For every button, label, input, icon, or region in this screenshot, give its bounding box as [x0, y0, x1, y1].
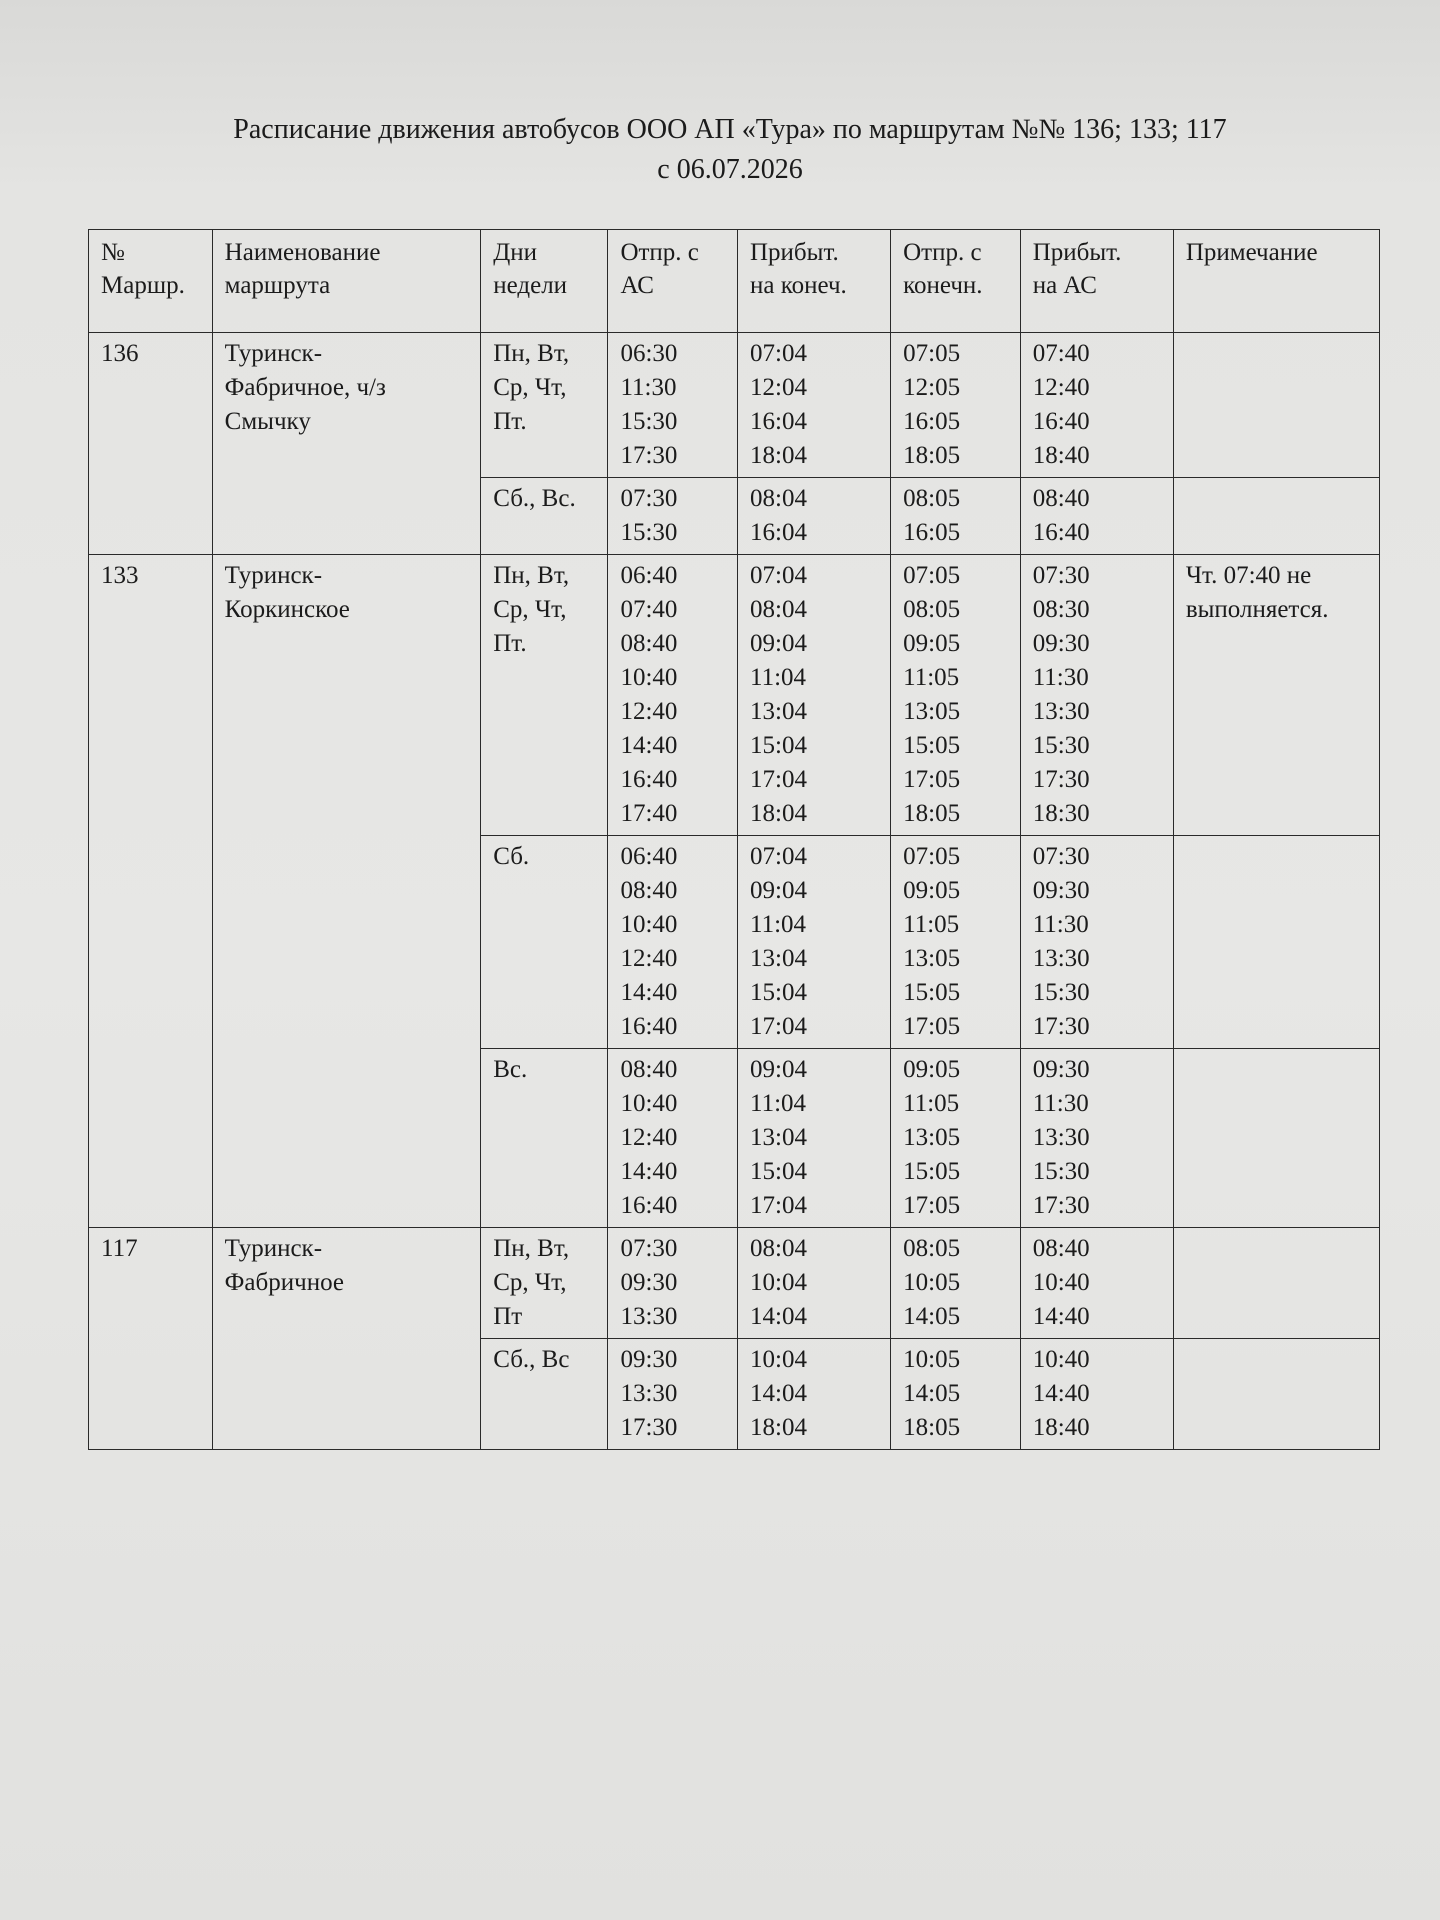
header-departure-terminal: Отпр. с конечн. — [891, 230, 1021, 333]
departure-terminal-times: 10:05 14:05 18:05 — [891, 1339, 1021, 1450]
note-cell: Чт. 07:40 не выполняется. — [1173, 555, 1379, 836]
departure-as-times: 08:40 10:40 12:40 14:40 16:40 — [608, 1049, 738, 1228]
header-departure-as: Отпр. с АС — [608, 230, 738, 333]
arrival-terminal-times: 08:04 16:04 — [738, 478, 891, 555]
route-name-cell: Туринск- Коркинское — [212, 555, 481, 1228]
table-row — [89, 333, 1380, 478]
departure-as-times: 06:40 08:40 10:40 12:40 14:40 16:40 — [608, 836, 738, 1049]
arrival-as-times: 07:40 12:40 16:40 18:40 — [1020, 333, 1173, 478]
title-line-2: с 06.07.2026 — [657, 154, 803, 185]
arrival-terminal-times: 07:04 08:04 09:04 11:04 13:04 15:04 17:04 18:04 — [738, 555, 891, 836]
header-note: Примечание — [1173, 230, 1379, 333]
days-cell: Вс. — [481, 1049, 608, 1228]
departure-terminal-times: 08:05 16:05 — [891, 478, 1021, 555]
arrival-as-times: 07:30 08:30 09:30 11:30 13:30 15:30 17:30 18:30 — [1020, 555, 1173, 836]
arrival-terminal-times: 08:04 10:04 14:04 — [738, 1228, 891, 1339]
document-title — [100, 110, 1360, 190]
route-name-cell: Туринск- Фабричное, ч/з Смычку — [212, 333, 481, 555]
departure-as-times: 06:40 07:40 08:40 10:40 12:40 14:40 16:40 17:40 — [608, 555, 738, 836]
table-row — [89, 555, 1380, 836]
days-cell: Сб., Вс. — [481, 478, 608, 555]
header-arrival-as: Прибыт. на АС — [1020, 230, 1173, 333]
header-days: Дни недели — [481, 230, 608, 333]
note-cell — [1173, 1228, 1379, 1339]
arrival-as-times: 08:40 10:40 14:40 — [1020, 1228, 1173, 1339]
arrival-as-times: 09:30 11:30 13:30 15:30 17:30 — [1020, 1049, 1173, 1228]
route-number-cell: 117 — [89, 1228, 213, 1450]
note-cell — [1173, 1339, 1379, 1450]
arrival-terminal-times: 07:04 12:04 16:04 18:04 — [738, 333, 891, 478]
departure-as-times: 07:30 09:30 13:30 — [608, 1228, 738, 1339]
table-row — [89, 1228, 1380, 1339]
route-name-cell: Туринск- Фабричное — [212, 1228, 481, 1450]
days-cell: Пн, Вт, Ср, Чт, Пт — [481, 1228, 608, 1339]
departure-terminal-times: 07:05 09:05 11:05 13:05 15:05 17:05 — [891, 836, 1021, 1049]
departure-terminal-times: 07:05 12:05 16:05 18:05 — [891, 333, 1021, 478]
departure-terminal-times: 09:05 11:05 13:05 15:05 17:05 — [891, 1049, 1021, 1228]
arrival-terminal-times: 09:04 11:04 13:04 15:04 17:04 — [738, 1049, 891, 1228]
note-cell — [1173, 333, 1379, 478]
days-cell: Сб. — [481, 836, 608, 1049]
departure-terminal-times: 08:05 10:05 14:05 — [891, 1228, 1021, 1339]
departure-terminal-times: 07:05 08:05 09:05 11:05 13:05 15:05 17:05 18:05 — [891, 555, 1021, 836]
arrival-terminal-times: 10:04 14:04 18:04 — [738, 1339, 891, 1450]
table-body — [89, 333, 1380, 1450]
title-line-1: Расписание движения автобусов ООО АП «Тура» по маршрутам №№ 136; 133; 117 — [233, 114, 1227, 145]
days-cell: Пн, Вт, Ср, Чт, Пт. — [481, 333, 608, 478]
route-number-cell: 136 — [89, 333, 213, 555]
days-cell: Сб., Вс — [481, 1339, 608, 1450]
header-arrival-terminal: Прибыт. на конеч. — [738, 230, 891, 333]
note-cell — [1173, 836, 1379, 1049]
arrival-as-times: 10:40 14:40 18:40 — [1020, 1339, 1173, 1450]
note-cell — [1173, 1049, 1379, 1228]
arrival-terminal-times: 07:04 09:04 11:04 13:04 15:04 17:04 — [738, 836, 891, 1049]
arrival-as-times: 07:30 09:30 11:30 13:30 15:30 17:30 — [1020, 836, 1173, 1049]
note-cell — [1173, 478, 1379, 555]
header-route-name: Наименование маршрута — [212, 230, 481, 333]
days-cell: Пн, Вт, Ср, Чт, Пт. — [481, 555, 608, 836]
route-number-cell: 133 — [89, 555, 213, 1228]
departure-as-times: 06:30 11:30 15:30 17:30 — [608, 333, 738, 478]
departure-as-times: 07:30 15:30 — [608, 478, 738, 555]
header-route-number: № Маршр. — [89, 230, 213, 333]
arrival-as-times: 08:40 16:40 — [1020, 478, 1173, 555]
table-header — [89, 230, 1380, 333]
departure-as-times: 09:30 13:30 17:30 — [608, 1339, 738, 1450]
header-row — [89, 230, 1380, 333]
schedule-table — [88, 229, 1380, 1450]
